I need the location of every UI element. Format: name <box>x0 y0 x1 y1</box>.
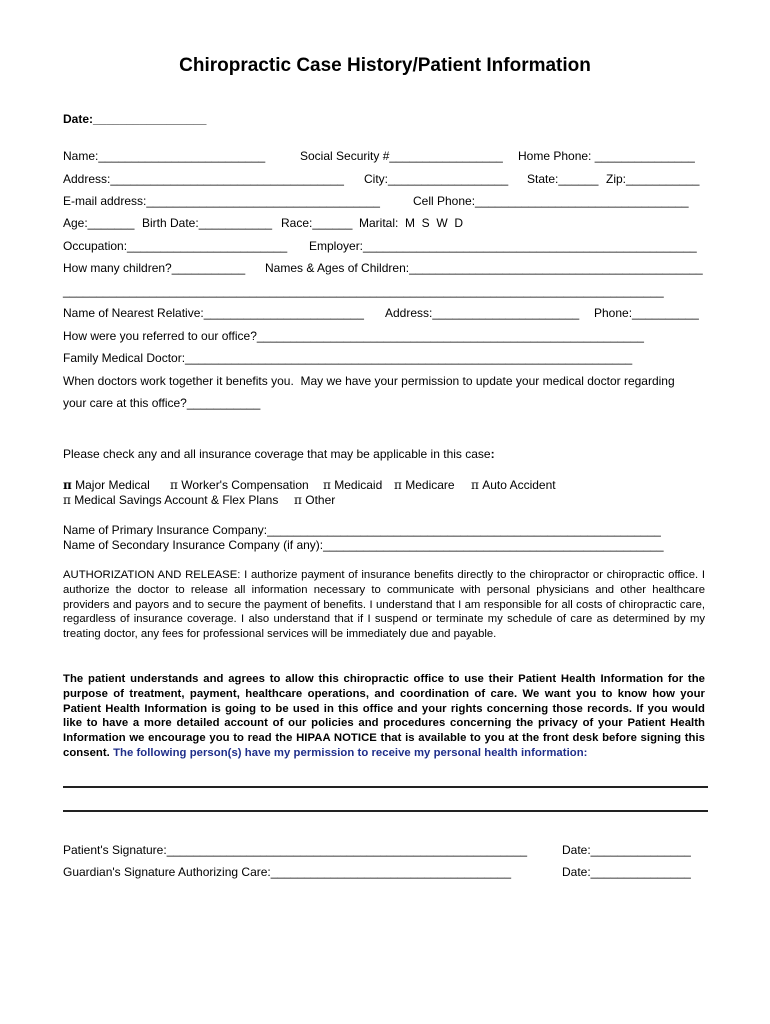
insurance-option-other[interactable] <box>294 493 335 507</box>
patient-date-field[interactable]: Date:_______________ <box>562 843 691 857</box>
zip-field[interactable]: Zip:___________ <box>606 172 700 186</box>
option-label: Auto Accident <box>482 478 556 492</box>
insurance-prompt-text: Please check any and all insurance coverage that may be applicable in this case <box>63 447 491 461</box>
insurance-prompt <box>63 447 495 461</box>
checkbox-icon[interactable]: π <box>294 493 302 507</box>
address-field[interactable]: Address:___________________________________ <box>63 172 344 186</box>
permission-question: When doctors work together it benefits you. May we have your permission to update your medical doctor regarding <box>63 374 675 388</box>
permission-answer-field[interactable]: your care at this office?___________ <box>63 396 261 410</box>
patient-signature-field[interactable]: Patient's Signature:______________________________________________________ <box>63 843 528 857</box>
hipaa-text: The patient understands and agrees to allow this chiropractic office to use their Patient Health Information for the purpose of treatment, payment, healthcare operations, and coordination of care. We want you to know how your Patient Health Information is going to be used in this office and your rights concerning those records. If you would like to have a more detailed account of our policies and procedures concerning the privacy of your Patient Health Information we encourage you to read the HIPAA NOTICE that is available to you at the front desk before signing this consent. <box>63 673 705 759</box>
guardian-signature-field[interactable]: Guardian's Signature Authorizing Care:____________________________________ <box>63 865 512 879</box>
family-doctor-field[interactable]: Family Medical Doctor:___________________________________________________________________ <box>63 351 633 365</box>
city-field[interactable]: City:__________________ <box>364 172 509 186</box>
insurance-prompt-colon: : <box>490 447 495 461</box>
insurance-option-msa-flex[interactable] <box>63 493 278 507</box>
insurance-option-auto-accident[interactable] <box>471 478 556 492</box>
name-field[interactable]: Name:_________________________ <box>63 149 266 163</box>
insurance-option-major-medical[interactable] <box>63 478 150 492</box>
cell-phone-field[interactable]: Cell Phone:________________________________ <box>413 194 689 208</box>
state-field[interactable]: State:______ <box>527 172 599 186</box>
checkbox-icon[interactable]: π <box>170 478 178 492</box>
option-label: Medicaid <box>334 478 383 492</box>
checkbox-icon[interactable]: π <box>394 478 402 492</box>
referral-field[interactable]: How were you referred to our office?__________________________________________________________ <box>63 329 644 343</box>
ssn-field[interactable]: Social Security #_________________ <box>300 149 503 163</box>
employer-field[interactable]: Employer:__________________________________________________ <box>309 239 697 253</box>
age-field[interactable]: Age:_______ <box>63 216 135 230</box>
insurance-option-medicare[interactable] <box>394 478 455 492</box>
permission-line-2[interactable] <box>63 810 708 812</box>
checkbox-icon[interactable]: π <box>471 478 479 492</box>
authorization-paragraph: AUTHORIZATION AND RELEASE: I authorize payment of insurance benefits directly to the chiropractor or chiropractic office. I authorize the doctor to release all information necessary to communicate with personal physicians and other healthcare providers and payors and to secure the payment of benefits. I understand that I am responsible for all costs of chiropractic care, regardless of insurance coverage. I also understand that if I suspend or terminate my schedule of care as determined by my treating doctor, any fees for professional services will be immediately due and payable. <box>63 569 705 641</box>
children-names-continuation[interactable]: __________________________________________________________________________________________ <box>63 284 664 298</box>
checkbox-icon[interactable]: π <box>63 478 72 492</box>
option-label: Medical Savings Account & Flex Plans <box>74 493 279 507</box>
relative-address-field[interactable]: Address:______________________ <box>385 306 580 320</box>
secondary-insurance-field[interactable]: Name of Secondary Insurance Company (if any):___________________________________________________ <box>63 538 664 552</box>
insurance-option-workers-comp[interactable] <box>170 478 309 492</box>
relative-phone-field[interactable]: Phone:__________ <box>594 306 699 320</box>
primary-insurance-field[interactable]: Name of Primary Insurance Company:___________________________________________________________ <box>63 523 661 537</box>
email-field[interactable]: E-mail address:___________________________________ <box>63 194 380 208</box>
insurance-option-medicaid[interactable] <box>323 478 382 492</box>
home-phone-field[interactable]: Home Phone: _______________ <box>518 149 695 163</box>
option-label: Other <box>305 493 336 507</box>
occupation-field[interactable]: Occupation:________________________ <box>63 239 288 253</box>
children-names-field[interactable]: Names & Ages of Children:____________________________________________ <box>265 261 703 275</box>
nearest-relative-field[interactable]: Name of Nearest Relative:________________________ <box>63 306 364 320</box>
guardian-date-field[interactable]: Date:_______________ <box>562 865 691 879</box>
checkbox-icon[interactable]: π <box>63 493 71 507</box>
permission-line-1[interactable] <box>63 786 708 788</box>
children-count-field[interactable]: How many children?___________ <box>63 261 246 275</box>
date-field[interactable]: Date:_________________ <box>63 112 207 126</box>
marital-status-field[interactable]: Marital: M S W D <box>359 216 464 230</box>
checkbox-icon[interactable]: π <box>323 478 331 492</box>
hipaa-permission-text: The following person(s) have my permission to receive my personal health information: <box>113 746 588 759</box>
hipaa-paragraph <box>63 672 705 761</box>
form-title: Chiropractic Case History/Patient Information <box>179 55 591 76</box>
option-label: Medicare <box>405 478 455 492</box>
option-label: Major Medical <box>75 478 150 492</box>
race-field[interactable]: Race:______ <box>281 216 353 230</box>
option-label: Worker's Compensation <box>181 478 309 492</box>
birth-date-field[interactable]: Birth Date:___________ <box>142 216 273 230</box>
